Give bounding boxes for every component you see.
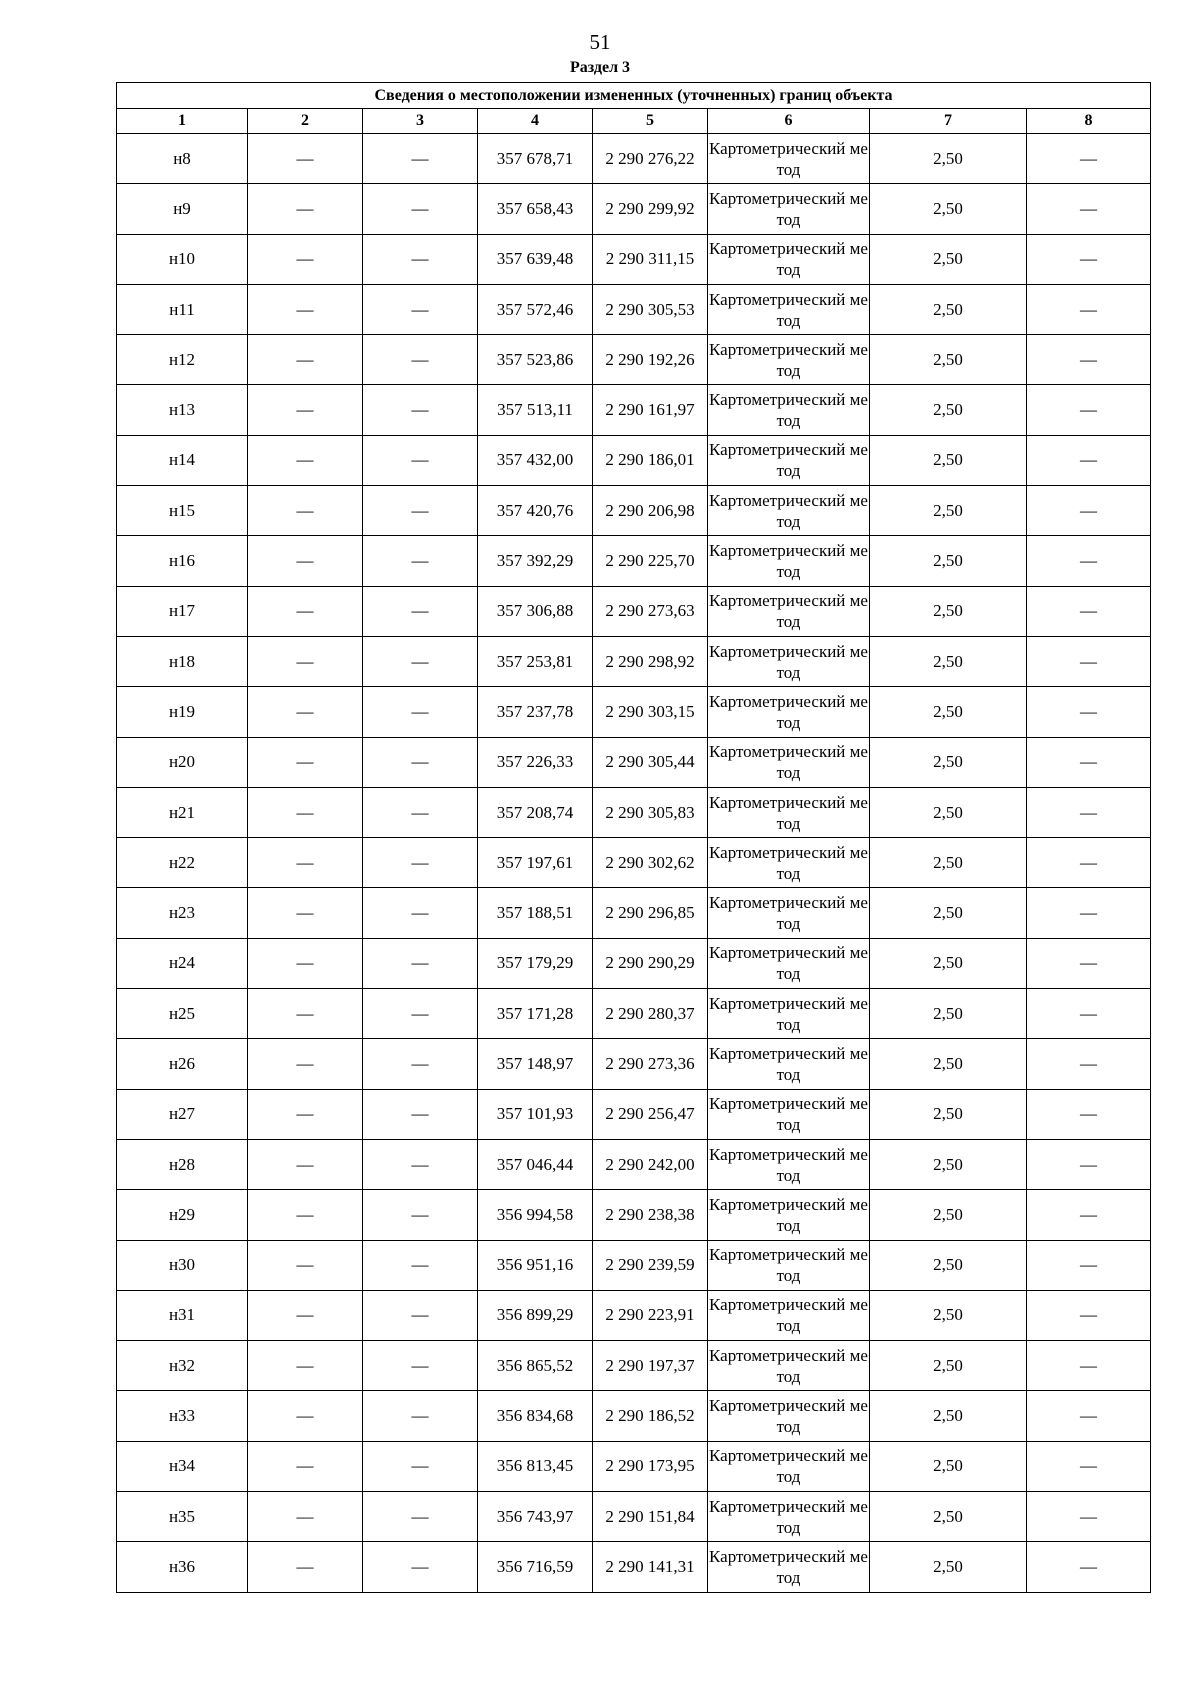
table-caption-row [117, 83, 1151, 109]
x-coordinate-cell: 356 899,29 [478, 1290, 593, 1340]
method-cell: Картометрический метод [708, 787, 870, 837]
col3-cell: — [363, 888, 478, 938]
boundary-coordinates-table [116, 82, 1151, 1593]
method-cell: Картометрический метод [708, 1089, 870, 1139]
col8-cell: — [1027, 1542, 1151, 1592]
accuracy-cell: 2,50 [870, 385, 1027, 435]
col3-cell: — [363, 838, 478, 888]
table-row [117, 1039, 1151, 1089]
point-id-cell: н30 [117, 1240, 248, 1290]
col3-cell: — [363, 1441, 478, 1491]
col2-cell: — [248, 536, 363, 586]
column-header-4: 4 [478, 109, 593, 134]
method-cell: Картометрический метод [708, 1341, 870, 1391]
x-coordinate-cell: 357 523,86 [478, 335, 593, 385]
y-coordinate-cell: 2 290 280,37 [593, 989, 708, 1039]
col8-cell: — [1027, 1391, 1151, 1441]
col2-cell: — [248, 435, 363, 485]
accuracy-cell: 2,50 [870, 1542, 1027, 1592]
table-row [117, 1139, 1151, 1189]
x-coordinate-cell: 356 994,58 [478, 1190, 593, 1240]
point-id-cell: н26 [117, 1039, 248, 1089]
page-number: 51 [589, 30, 611, 54]
point-id-cell: н28 [117, 1139, 248, 1189]
method-cell: Картометрический метод [708, 586, 870, 636]
col2-cell: — [248, 284, 363, 334]
y-coordinate-cell: 2 290 192,26 [593, 335, 708, 385]
col3-cell: — [363, 134, 478, 184]
method-cell: Картометрический метод [708, 636, 870, 686]
table-row [117, 435, 1151, 485]
table-row [117, 1341, 1151, 1391]
y-coordinate-cell: 2 290 225,70 [593, 536, 708, 586]
section-title: Раздел 3 [569, 59, 631, 76]
point-id-cell: н19 [117, 687, 248, 737]
method-cell: Картометрический метод [708, 184, 870, 234]
table-row [117, 1290, 1151, 1340]
col3-cell: — [363, 1089, 478, 1139]
col3-cell: — [363, 636, 478, 686]
method-cell: Картометрический метод [708, 938, 870, 988]
column-header-8: 8 [1027, 109, 1151, 134]
col8-cell: — [1027, 737, 1151, 787]
point-id-cell: н24 [117, 938, 248, 988]
method-cell: Картометрический метод [708, 1290, 870, 1340]
col3-cell: — [363, 1290, 478, 1340]
point-id-cell: н16 [117, 536, 248, 586]
x-coordinate-cell: 357 101,93 [478, 1089, 593, 1139]
col8-cell: — [1027, 1190, 1151, 1240]
accuracy-cell: 2,50 [870, 1039, 1027, 1089]
col3-cell: — [363, 335, 478, 385]
accuracy-cell: 2,50 [870, 435, 1027, 485]
col8-cell: — [1027, 234, 1151, 284]
col8-cell: — [1027, 1341, 1151, 1391]
method-cell: Картометрический метод [708, 1492, 870, 1542]
col8-cell: — [1027, 787, 1151, 837]
method-cell: Картометрический метод [708, 1240, 870, 1290]
point-id-cell: н18 [117, 636, 248, 686]
y-coordinate-cell: 2 290 223,91 [593, 1290, 708, 1340]
col2-cell: — [248, 486, 363, 536]
col8-cell: — [1027, 1240, 1151, 1290]
x-coordinate-cell: 356 951,16 [478, 1240, 593, 1290]
table-body [117, 134, 1151, 1593]
accuracy-cell: 2,50 [870, 1089, 1027, 1139]
x-coordinate-cell: 357 208,74 [478, 787, 593, 837]
y-coordinate-cell: 2 290 276,22 [593, 134, 708, 184]
col2-cell: — [248, 737, 363, 787]
col8-cell: — [1027, 636, 1151, 686]
col3-cell: — [363, 1190, 478, 1240]
table-row [117, 1391, 1151, 1441]
x-coordinate-cell: 357 572,46 [478, 284, 593, 334]
point-id-cell: н8 [117, 134, 248, 184]
table-row [117, 737, 1151, 787]
y-coordinate-cell: 2 290 298,92 [593, 636, 708, 686]
accuracy-cell: 2,50 [870, 1139, 1027, 1189]
x-coordinate-cell: 357 658,43 [478, 184, 593, 234]
accuracy-cell: 2,50 [870, 787, 1027, 837]
method-cell: Картометрический метод [708, 1039, 870, 1089]
col2-cell: — [248, 1492, 363, 1542]
point-id-cell: н17 [117, 586, 248, 636]
col2-cell: — [248, 1039, 363, 1089]
col2-cell: — [248, 586, 363, 636]
accuracy-cell: 2,50 [870, 1341, 1027, 1391]
y-coordinate-cell: 2 290 151,84 [593, 1492, 708, 1542]
point-id-cell: н31 [117, 1290, 248, 1340]
method-cell: Картометрический метод [708, 1391, 870, 1441]
method-cell: Картометрический метод [708, 284, 870, 334]
x-coordinate-cell: 357 171,28 [478, 989, 593, 1039]
col8-cell: — [1027, 486, 1151, 536]
x-coordinate-cell: 357 639,48 [478, 234, 593, 284]
col2-cell: — [248, 335, 363, 385]
method-cell: Картометрический метод [708, 1190, 870, 1240]
col8-cell: — [1027, 1290, 1151, 1340]
y-coordinate-cell: 2 290 296,85 [593, 888, 708, 938]
col2-cell: — [248, 838, 363, 888]
accuracy-cell: 2,50 [870, 134, 1027, 184]
accuracy-cell: 2,50 [870, 636, 1027, 686]
col8-cell: — [1027, 435, 1151, 485]
table-row [117, 234, 1151, 284]
accuracy-cell: 2,50 [870, 938, 1027, 988]
col2-cell: — [248, 134, 363, 184]
x-coordinate-cell: 357 237,78 [478, 687, 593, 737]
table-row [117, 938, 1151, 988]
point-id-cell: н35 [117, 1492, 248, 1542]
table-row [117, 787, 1151, 837]
column-header-7: 7 [870, 109, 1027, 134]
accuracy-cell: 2,50 [870, 335, 1027, 385]
y-coordinate-cell: 2 290 186,01 [593, 435, 708, 485]
y-coordinate-cell: 2 290 303,15 [593, 687, 708, 737]
col3-cell: — [363, 1039, 478, 1089]
method-cell: Картометрический метод [708, 234, 870, 284]
y-coordinate-cell: 2 290 239,59 [593, 1240, 708, 1290]
x-coordinate-cell: 356 834,68 [478, 1391, 593, 1441]
y-coordinate-cell: 2 290 206,98 [593, 486, 708, 536]
method-cell: Картометрический метод [708, 888, 870, 938]
accuracy-cell: 2,50 [870, 536, 1027, 586]
x-coordinate-cell: 357 179,29 [478, 938, 593, 988]
col2-cell: — [248, 687, 363, 737]
accuracy-cell: 2,50 [870, 1492, 1027, 1542]
col2-cell: — [248, 1441, 363, 1491]
table-row [117, 838, 1151, 888]
point-id-cell: н9 [117, 184, 248, 234]
col3-cell: — [363, 787, 478, 837]
accuracy-cell: 2,50 [870, 1391, 1027, 1441]
col2-cell: — [248, 1391, 363, 1441]
method-cell: Картометрический метод [708, 838, 870, 888]
table-row [117, 134, 1151, 184]
x-coordinate-cell: 356 865,52 [478, 1341, 593, 1391]
method-cell: Картометрический метод [708, 536, 870, 586]
point-id-cell: н12 [117, 335, 248, 385]
table-row [117, 1089, 1151, 1139]
table-row [117, 1441, 1151, 1491]
y-coordinate-cell: 2 290 161,97 [593, 385, 708, 435]
col2-cell: — [248, 888, 363, 938]
col8-cell: — [1027, 1039, 1151, 1089]
method-cell: Картометрический метод [708, 486, 870, 536]
point-id-cell: н15 [117, 486, 248, 536]
col3-cell: — [363, 1139, 478, 1189]
col2-cell: — [248, 1341, 363, 1391]
point-id-cell: н33 [117, 1391, 248, 1441]
table-row [117, 1542, 1151, 1592]
col2-cell: — [248, 989, 363, 1039]
table-row [117, 284, 1151, 334]
table-row [117, 1240, 1151, 1290]
y-coordinate-cell: 2 290 299,92 [593, 184, 708, 234]
col3-cell: — [363, 938, 478, 988]
col8-cell: — [1027, 586, 1151, 636]
col8-cell: — [1027, 1089, 1151, 1139]
point-id-cell: н13 [117, 385, 248, 435]
point-id-cell: н32 [117, 1341, 248, 1391]
y-coordinate-cell: 2 290 197,37 [593, 1341, 708, 1391]
col3-cell: — [363, 1240, 478, 1290]
x-coordinate-cell: 357 197,61 [478, 838, 593, 888]
col8-cell: — [1027, 1492, 1151, 1542]
table-row [117, 1492, 1151, 1542]
col3-cell: — [363, 536, 478, 586]
col2-cell: — [248, 1290, 363, 1340]
method-cell: Картометрический метод [708, 435, 870, 485]
y-coordinate-cell: 2 290 238,38 [593, 1190, 708, 1240]
table-row [117, 586, 1151, 636]
col2-cell: — [248, 1139, 363, 1189]
method-cell: Картометрический метод [708, 989, 870, 1039]
table-row [117, 687, 1151, 737]
col3-cell: — [363, 687, 478, 737]
col8-cell: — [1027, 888, 1151, 938]
col8-cell: — [1027, 536, 1151, 586]
y-coordinate-cell: 2 290 290,29 [593, 938, 708, 988]
col3-cell: — [363, 1492, 478, 1542]
col3-cell: — [363, 234, 478, 284]
x-coordinate-cell: 357 432,00 [478, 435, 593, 485]
method-cell: Картометрический метод [708, 1139, 870, 1189]
point-id-cell: н36 [117, 1542, 248, 1592]
accuracy-cell: 2,50 [870, 1441, 1027, 1491]
point-id-cell: н29 [117, 1190, 248, 1240]
x-coordinate-cell: 357 253,81 [478, 636, 593, 686]
table-row [117, 1190, 1151, 1240]
col3-cell: — [363, 385, 478, 435]
point-id-cell: н23 [117, 888, 248, 938]
col2-cell: — [248, 1240, 363, 1290]
col8-cell: — [1027, 687, 1151, 737]
col8-cell: — [1027, 184, 1151, 234]
col8-cell: — [1027, 385, 1151, 435]
col2-cell: — [248, 787, 363, 837]
accuracy-cell: 2,50 [870, 737, 1027, 787]
point-id-cell: н20 [117, 737, 248, 787]
col2-cell: — [248, 184, 363, 234]
method-cell: Картометрический метод [708, 134, 870, 184]
x-coordinate-cell: 356 716,59 [478, 1542, 593, 1592]
accuracy-cell: 2,50 [870, 888, 1027, 938]
accuracy-cell: 2,50 [870, 284, 1027, 334]
accuracy-cell: 2,50 [870, 1290, 1027, 1340]
point-id-cell: н34 [117, 1441, 248, 1491]
method-cell: Картометрический метод [708, 1441, 870, 1491]
table-row [117, 989, 1151, 1039]
col2-cell: — [248, 1089, 363, 1139]
y-coordinate-cell: 2 290 242,00 [593, 1139, 708, 1189]
x-coordinate-cell: 356 813,45 [478, 1441, 593, 1491]
method-cell: Картометрический метод [708, 385, 870, 435]
table-row [117, 486, 1151, 536]
y-coordinate-cell: 2 290 302,62 [593, 838, 708, 888]
point-id-cell: н27 [117, 1089, 248, 1139]
x-coordinate-cell: 357 678,71 [478, 134, 593, 184]
y-coordinate-cell: 2 290 305,83 [593, 787, 708, 837]
table-row [117, 536, 1151, 586]
y-coordinate-cell: 2 290 273,36 [593, 1039, 708, 1089]
accuracy-cell: 2,50 [870, 687, 1027, 737]
x-coordinate-cell: 357 513,11 [478, 385, 593, 435]
column-header-6: 6 [708, 109, 870, 134]
accuracy-cell: 2,50 [870, 486, 1027, 536]
column-header-3: 3 [363, 109, 478, 134]
col8-cell: — [1027, 284, 1151, 334]
col2-cell: — [248, 385, 363, 435]
col8-cell: — [1027, 838, 1151, 888]
y-coordinate-cell: 2 290 186,52 [593, 1391, 708, 1441]
x-coordinate-cell: 356 743,97 [478, 1492, 593, 1542]
point-id-cell: н22 [117, 838, 248, 888]
point-id-cell: н21 [117, 787, 248, 837]
accuracy-cell: 2,50 [870, 1240, 1027, 1290]
x-coordinate-cell: 357 306,88 [478, 586, 593, 636]
table-row [117, 636, 1151, 686]
accuracy-cell: 2,50 [870, 184, 1027, 234]
y-coordinate-cell: 2 290 311,15 [593, 234, 708, 284]
accuracy-cell: 2,50 [870, 234, 1027, 284]
col3-cell: — [363, 435, 478, 485]
y-coordinate-cell: 2 290 305,44 [593, 737, 708, 787]
column-header-1: 1 [117, 109, 248, 134]
col8-cell: — [1027, 1441, 1151, 1491]
y-coordinate-cell: 2 290 273,63 [593, 586, 708, 636]
col3-cell: — [363, 737, 478, 787]
col2-cell: — [248, 636, 363, 686]
col8-cell: — [1027, 134, 1151, 184]
col3-cell: — [363, 989, 478, 1039]
col8-cell: — [1027, 938, 1151, 988]
col2-cell: — [248, 938, 363, 988]
point-id-cell: н25 [117, 989, 248, 1039]
col3-cell: — [363, 1341, 478, 1391]
accuracy-cell: 2,50 [870, 838, 1027, 888]
col3-cell: — [363, 586, 478, 636]
col2-cell: — [248, 234, 363, 284]
accuracy-cell: 2,50 [870, 586, 1027, 636]
y-coordinate-cell: 2 290 256,47 [593, 1089, 708, 1139]
y-coordinate-cell: 2 290 141,31 [593, 1542, 708, 1592]
table-row [117, 385, 1151, 435]
y-coordinate-cell: 2 290 173,95 [593, 1441, 708, 1491]
table-row [117, 888, 1151, 938]
col3-cell: — [363, 1391, 478, 1441]
col8-cell: — [1027, 1139, 1151, 1189]
x-coordinate-cell: 357 148,97 [478, 1039, 593, 1089]
accuracy-cell: 2,50 [870, 989, 1027, 1039]
x-coordinate-cell: 357 226,33 [478, 737, 593, 787]
method-cell: Картометрический метод [708, 1542, 870, 1592]
column-header-2: 2 [248, 109, 363, 134]
accuracy-cell: 2,50 [870, 1190, 1027, 1240]
col3-cell: — [363, 284, 478, 334]
table-caption: Сведения о местоположении измененных (уточненных) границ объекта [117, 83, 1151, 109]
col2-cell: — [248, 1542, 363, 1592]
point-id-cell: н10 [117, 234, 248, 284]
col2-cell: — [248, 1190, 363, 1240]
y-coordinate-cell: 2 290 305,53 [593, 284, 708, 334]
col8-cell: — [1027, 335, 1151, 385]
x-coordinate-cell: 357 046,44 [478, 1139, 593, 1189]
col8-cell: — [1027, 989, 1151, 1039]
point-id-cell: н14 [117, 435, 248, 485]
x-coordinate-cell: 357 188,51 [478, 888, 593, 938]
table-header-row [117, 109, 1151, 134]
x-coordinate-cell: 357 392,29 [478, 536, 593, 586]
table-row [117, 335, 1151, 385]
method-cell: Картометрический метод [708, 687, 870, 737]
column-header-5: 5 [593, 109, 708, 134]
method-cell: Картометрический метод [708, 335, 870, 385]
method-cell: Картометрический метод [708, 737, 870, 787]
col3-cell: — [363, 184, 478, 234]
x-coordinate-cell: 357 420,76 [478, 486, 593, 536]
point-id-cell: н11 [117, 284, 248, 334]
col3-cell: — [363, 1542, 478, 1592]
col3-cell: — [363, 486, 478, 536]
table-row [117, 184, 1151, 234]
